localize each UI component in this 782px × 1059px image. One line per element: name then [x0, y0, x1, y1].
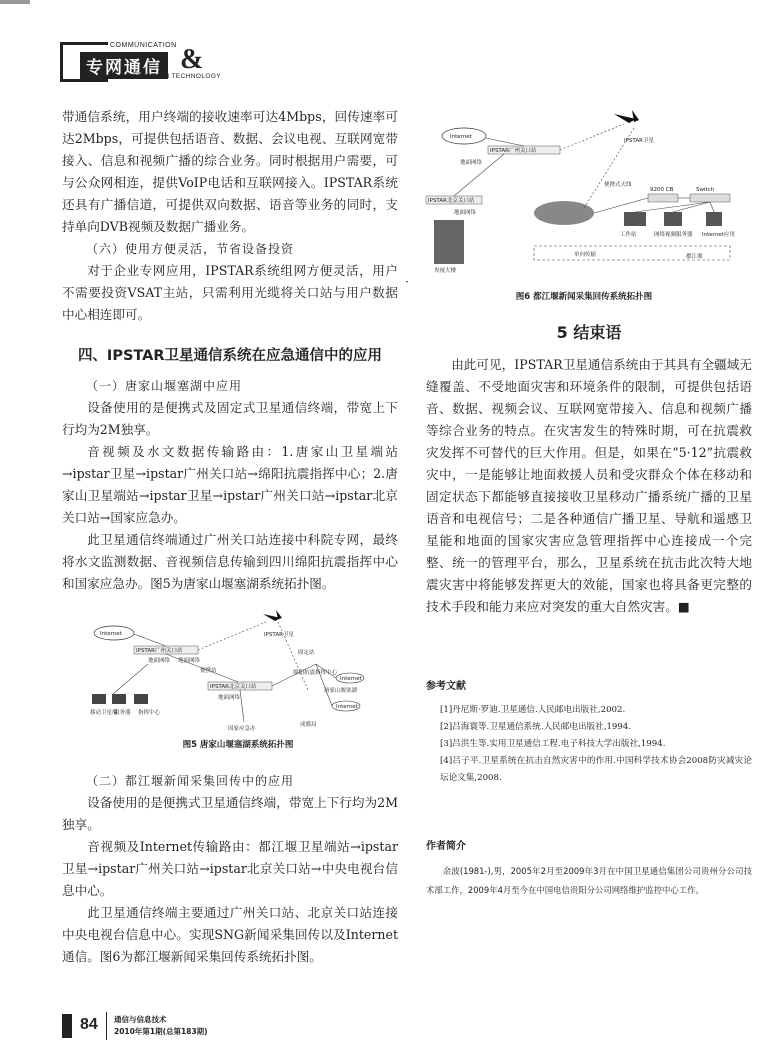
paragraph: 此卫星通信终端主要通过广州关口站、北京关口站连接中央电视台信息中心。实现SNG新闻采集回传以及Internet通信。图6为都江堰新闻采集回传系统拓扑图。: [62, 905, 398, 964]
fig6-gz-label: IPSTAR广州关口站: [490, 148, 537, 154]
left-column-bottom: [62, 770, 398, 968]
reference-item: [4]吕子平.卫星系统在抗击自然灾害中的作用.中国科学技术协会2008防灾减灾论坛论文集,2008.: [440, 756, 752, 783]
reference-item: [2]吕海寰等.卫星通信系统.人民邮电出版社,1994.: [440, 722, 632, 732]
logo-title: 专网通信: [80, 52, 168, 79]
corner-mark: [0, 0, 30, 4]
journal-logo: [60, 42, 230, 82]
fig5-internet3-label: Internet: [336, 704, 358, 710]
fig6-inet-app-label: Internet应用: [702, 232, 735, 238]
section-heading: 5 结束语: [556, 323, 622, 342]
margin-dot: ·: [405, 275, 409, 289]
subheading: （二）都江堰新闻采集回传中的应用: [86, 774, 295, 788]
paragraph: 带通信系统，用户终端的接收速率可达4Mbps，回传速率可达2Mbps，可提供包括语音、数据、会议电视、互联网宽带接入、信息和视频广播的综合业务。同时根据用户需要，可与公众网相连，提供VoIP电话和互联网接入。IPSTAR系统还具有广播信道，可提供双向数据、语音等业务的同时，支持单向DVB视频及数据广播业务。: [62, 109, 398, 234]
paragraph: 设备使用的是便携式及固定式卫星通信终端，带宽上下行均为2M独享。: [62, 400, 398, 437]
fig6-net1-label: 地面网络: [460, 160, 483, 166]
paragraph: 由此可见，IPSTAR卫星通信系统由于其具有全疆域无缝覆盖、不受地面灾害和环境条件的限制，可提供包括语音、数据、视频会议、互联网宽带接入、信息和视频广播等综合业务的特点。在灾害发生的特殊时期，可在抗震救灾发挥不可替代的巨大作用。但是，如果在“5·12”抗震救灾中，一是能够让地面救援人员和受灾群众个体在移动和固定状态下都能够直接接收卫星移动广播系统广播的卫星语音和电视信号；二是各种通信广播卫星、导航和遥感卫星能和地面的国家灾害应急管理指挥中心连接成一个完整、统一的管理平台，那么，卫星系统在抗击此次特大地震灾害中将能够发挥更大的效能，国家也将具备更完整的技术手段和能力来应对突发的重大自然灾害。■: [426, 357, 752, 614]
references: [426, 676, 752, 787]
fig5-bj-label: IPSTAR北京关口站: [210, 684, 257, 690]
fig5-net3-label: 地面网络: [218, 695, 241, 701]
fig6-link-label: 单向传输: [574, 252, 597, 258]
fig6-switch-label: Switch: [696, 187, 715, 193]
author-bio: [426, 836, 752, 900]
fig5-cs-label: 成都局: [300, 722, 317, 728]
cctv-building: [434, 220, 464, 264]
fig5-node1-label: 移动卫星端: [90, 710, 118, 716]
fig6-sat-label: IPSTAR卫星: [624, 138, 654, 144]
references-list: [426, 702, 752, 787]
fig6-bj-label: IPSTAR北京关口站: [428, 198, 475, 204]
footer-bar: [62, 1014, 72, 1038]
fig5-net2-label: 地面网络: [178, 658, 201, 664]
fig5-sat-label: IPSTAR卫星: [264, 632, 294, 638]
author-title: 作者简介: [426, 841, 466, 852]
references-title: 参考文献: [426, 681, 466, 692]
fig5-gj-label: 国家应急办: [228, 726, 256, 732]
logo-top-text: COMMUNICATION: [110, 42, 177, 49]
fig5-node3-label: 指挥中心: [138, 710, 161, 716]
page-number: 84: [80, 1016, 98, 1033]
figure-5: [88, 604, 388, 750]
subheading: （六）使用方便灵活，节省设备投资: [86, 242, 295, 256]
satellite-dish: [534, 201, 594, 225]
fig6-djy-label: 都江堰: [686, 254, 703, 260]
figure-5-caption: 图5 唐家山堰塞湖系统拓扑图: [182, 740, 294, 750]
left-column-section4: [62, 345, 398, 595]
fig5-tj-label: 唐家山堰塞湖: [324, 688, 358, 694]
fig5-node2-label: 服务器: [114, 710, 131, 716]
fig6-net2-label: 地面网络: [454, 210, 477, 216]
paragraph: 音视频及水文数据传输路由：1.唐家山卫星端站→ipstar卫星→ipstar广州关口站→绵阳抗震指挥中心；2.唐家山卫星端站→ipstar卫星→ipstar广州关口站→ipstar北京关口站→国家应急办。: [62, 444, 398, 525]
subheading: （一）唐家山堰塞湖中应用: [86, 379, 243, 393]
paragraph: 设备使用的是便携式卫星通信终端，带宽上下行均为2M独享。: [62, 795, 398, 832]
paragraph: 此卫星通信终端通过广州关口站连接中科院专网，最终将水文监测数据、音视频信息传输到四川绵阳抗震指挥中心和国家应急办。图5为唐家山堰塞湖系统拓扑图。: [62, 532, 398, 591]
fig5-internet-label: Internet: [100, 631, 122, 637]
author-text: 余波(1981-),男，2005年2月至2009年3月在中国卫星通信集团公司贵州分公司技术部工作，2009年4月至今在中国电信贵阳分公司网络维护监控中心工作。: [426, 866, 752, 895]
satellite-icon: [263, 610, 282, 621]
fig6-cctv-label: 央视大楼: [434, 268, 457, 274]
fig5-internet2-label: Internet: [340, 676, 362, 682]
fig6-video-label: 网络视频服务器: [654, 232, 693, 238]
right-column: [426, 322, 752, 618]
logo-bottom-text: INFORMATION TECHNOLOGY: [120, 73, 222, 80]
reference-item: [3]吕洪生等.实用卫星通信工程.电子科技大学出版社,1994.: [440, 739, 666, 749]
figure-5-diagram: [88, 604, 388, 734]
fig6-modem-label: 9200 CB: [650, 187, 674, 193]
footer-journal: 通信与信息技术: [114, 1015, 167, 1024]
footer-issue: 2010年第1期(总第183期): [114, 1027, 208, 1036]
figure-6-caption: 图6 都江堰新闻采集回传系统拓扑图: [515, 292, 653, 302]
reference-item: [1]丹尼斯·罗迪.卫星通信.人民邮电出版社,2002.: [440, 705, 626, 715]
fig5-gz-label: IPSTAR广州关口站: [136, 648, 183, 654]
fig5-sc-label: 绵阳抗震指挥中心: [293, 670, 338, 676]
fig5-node5-label: 便携站: [200, 668, 217, 674]
paragraph: 对于企业专网应用，IPSTAR系统组网方便灵活，用户不需要投资VSAT主站，只需利用光缆将关口站与用户数据中心相连即可。: [62, 263, 398, 322]
fig6-ant-label: 便携式天线: [604, 182, 632, 188]
left-column-top: [62, 106, 398, 326]
footer-divider: [106, 1012, 107, 1040]
logo-ampersand: &: [180, 44, 204, 75]
fig6-internet-label: Internet: [450, 134, 472, 140]
fig5-node4-label: 固定站: [298, 650, 315, 656]
figure-6: [424, 108, 744, 302]
fig6-ws-label: 工作站: [620, 232, 637, 238]
paragraph: 音视频及Internet传输路由：都江堰卫星端站→ipstar卫星→ipstar广州关口站→ipstar北京关口站→中央电视台信息中心。: [62, 839, 398, 898]
section-heading: 四、IPSTAR卫星通信系统在应急通信中的应用: [77, 348, 383, 364]
fig5-net1-label: 地面网络: [148, 658, 171, 664]
figure-6-diagram: [424, 108, 744, 276]
satellite-icon: [614, 110, 639, 123]
